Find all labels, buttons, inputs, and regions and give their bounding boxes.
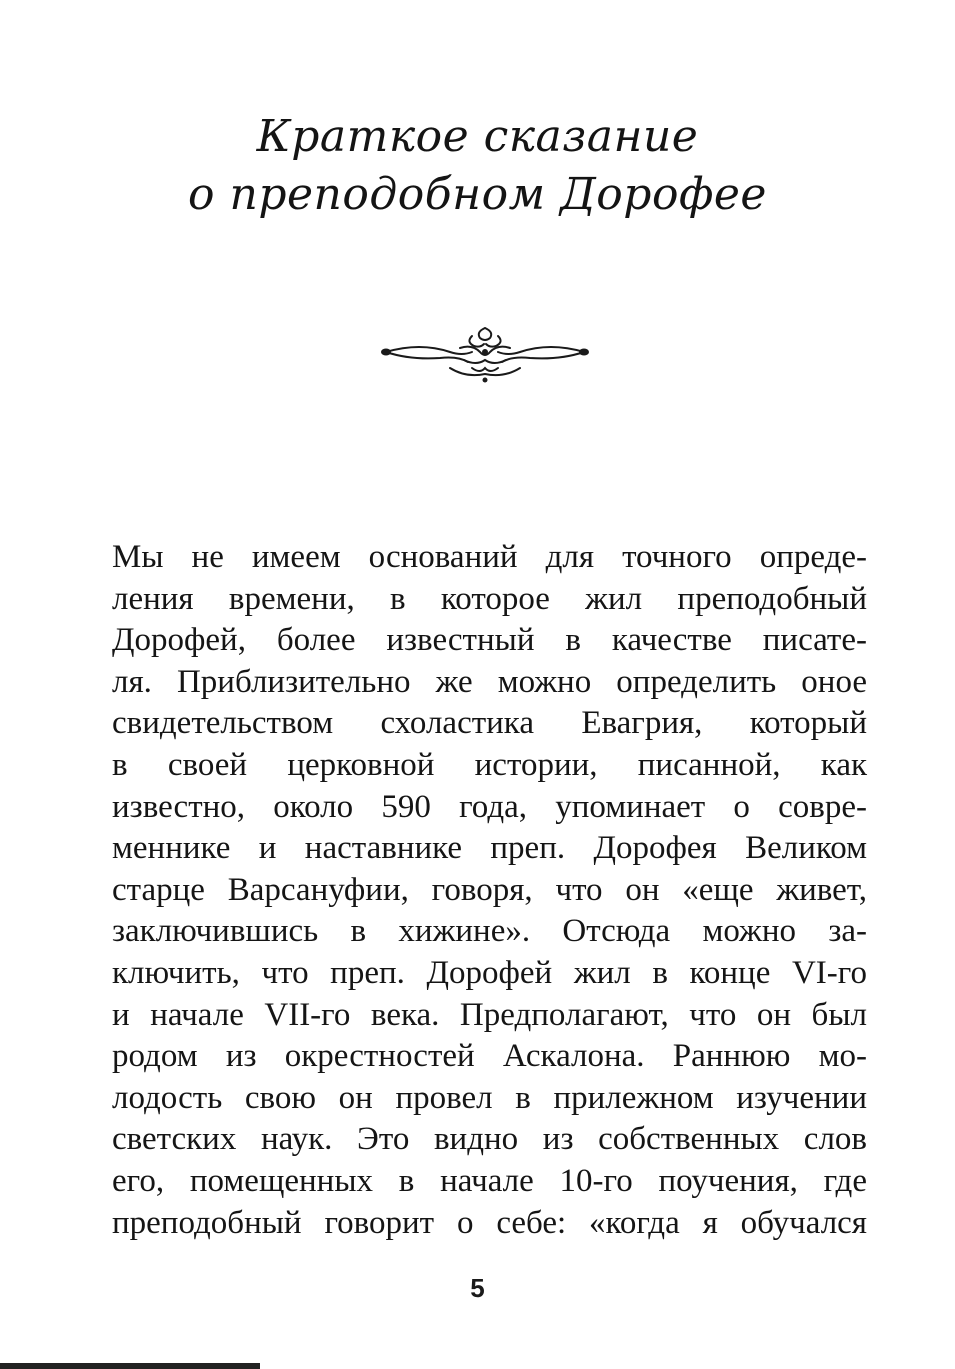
text-line: преподобный говорит о себе: «когда я обучался (112, 1204, 867, 1241)
text-line: и начале VII-го века. Предполагают, что он был (112, 996, 867, 1033)
text-line: ля. Приблизительно же можно определить оное (112, 663, 867, 700)
text-line: известно, около 590 года, упоминает о совре- (112, 788, 867, 825)
chapter-title-line-2: о преподобном Дорофее (188, 169, 767, 220)
scan-edge-divider (0, 1363, 260, 1369)
body-paragraph (112, 537, 867, 1244)
decorative-flourish-icon (380, 322, 590, 386)
page-number: 5 (470, 1273, 485, 1303)
text-line: Дорофей, более известный в качестве писате- (112, 622, 867, 659)
text-line: его, помещенных в начале 10-го поучения, где (112, 1162, 867, 1199)
text-line: Мы не имеем оснований для точного опреде- (112, 539, 867, 575)
text-line: родом из окрестностей Аскалона. Раннюю мо- (112, 1038, 867, 1075)
chapter-title-line-1: Краткое сказание (256, 111, 699, 162)
text-line: ления времени, в которое жил преподобный (112, 580, 867, 617)
chapter-title (0, 108, 955, 224)
text-line: заключившись в хижине». Отсюда можно за- (112, 913, 867, 950)
text-line: в своей церковной истории, писанной, как (112, 746, 867, 783)
text-line: ключить, что преп. Дорофей жил в конце VI-го (112, 954, 867, 991)
text-line: светских наук. Это видно из собственных слов (112, 1121, 867, 1158)
text-line: меннике и наставнике преп. Дорофея Великом (112, 830, 867, 867)
text-line: старце Варсануфии, говоря, что он «еще живет, (112, 871, 867, 908)
text-line: свидетельством схоластика Евагрия, который (112, 705, 867, 742)
text-line: лодость свою он провел в прилежном изучении (112, 1079, 867, 1116)
